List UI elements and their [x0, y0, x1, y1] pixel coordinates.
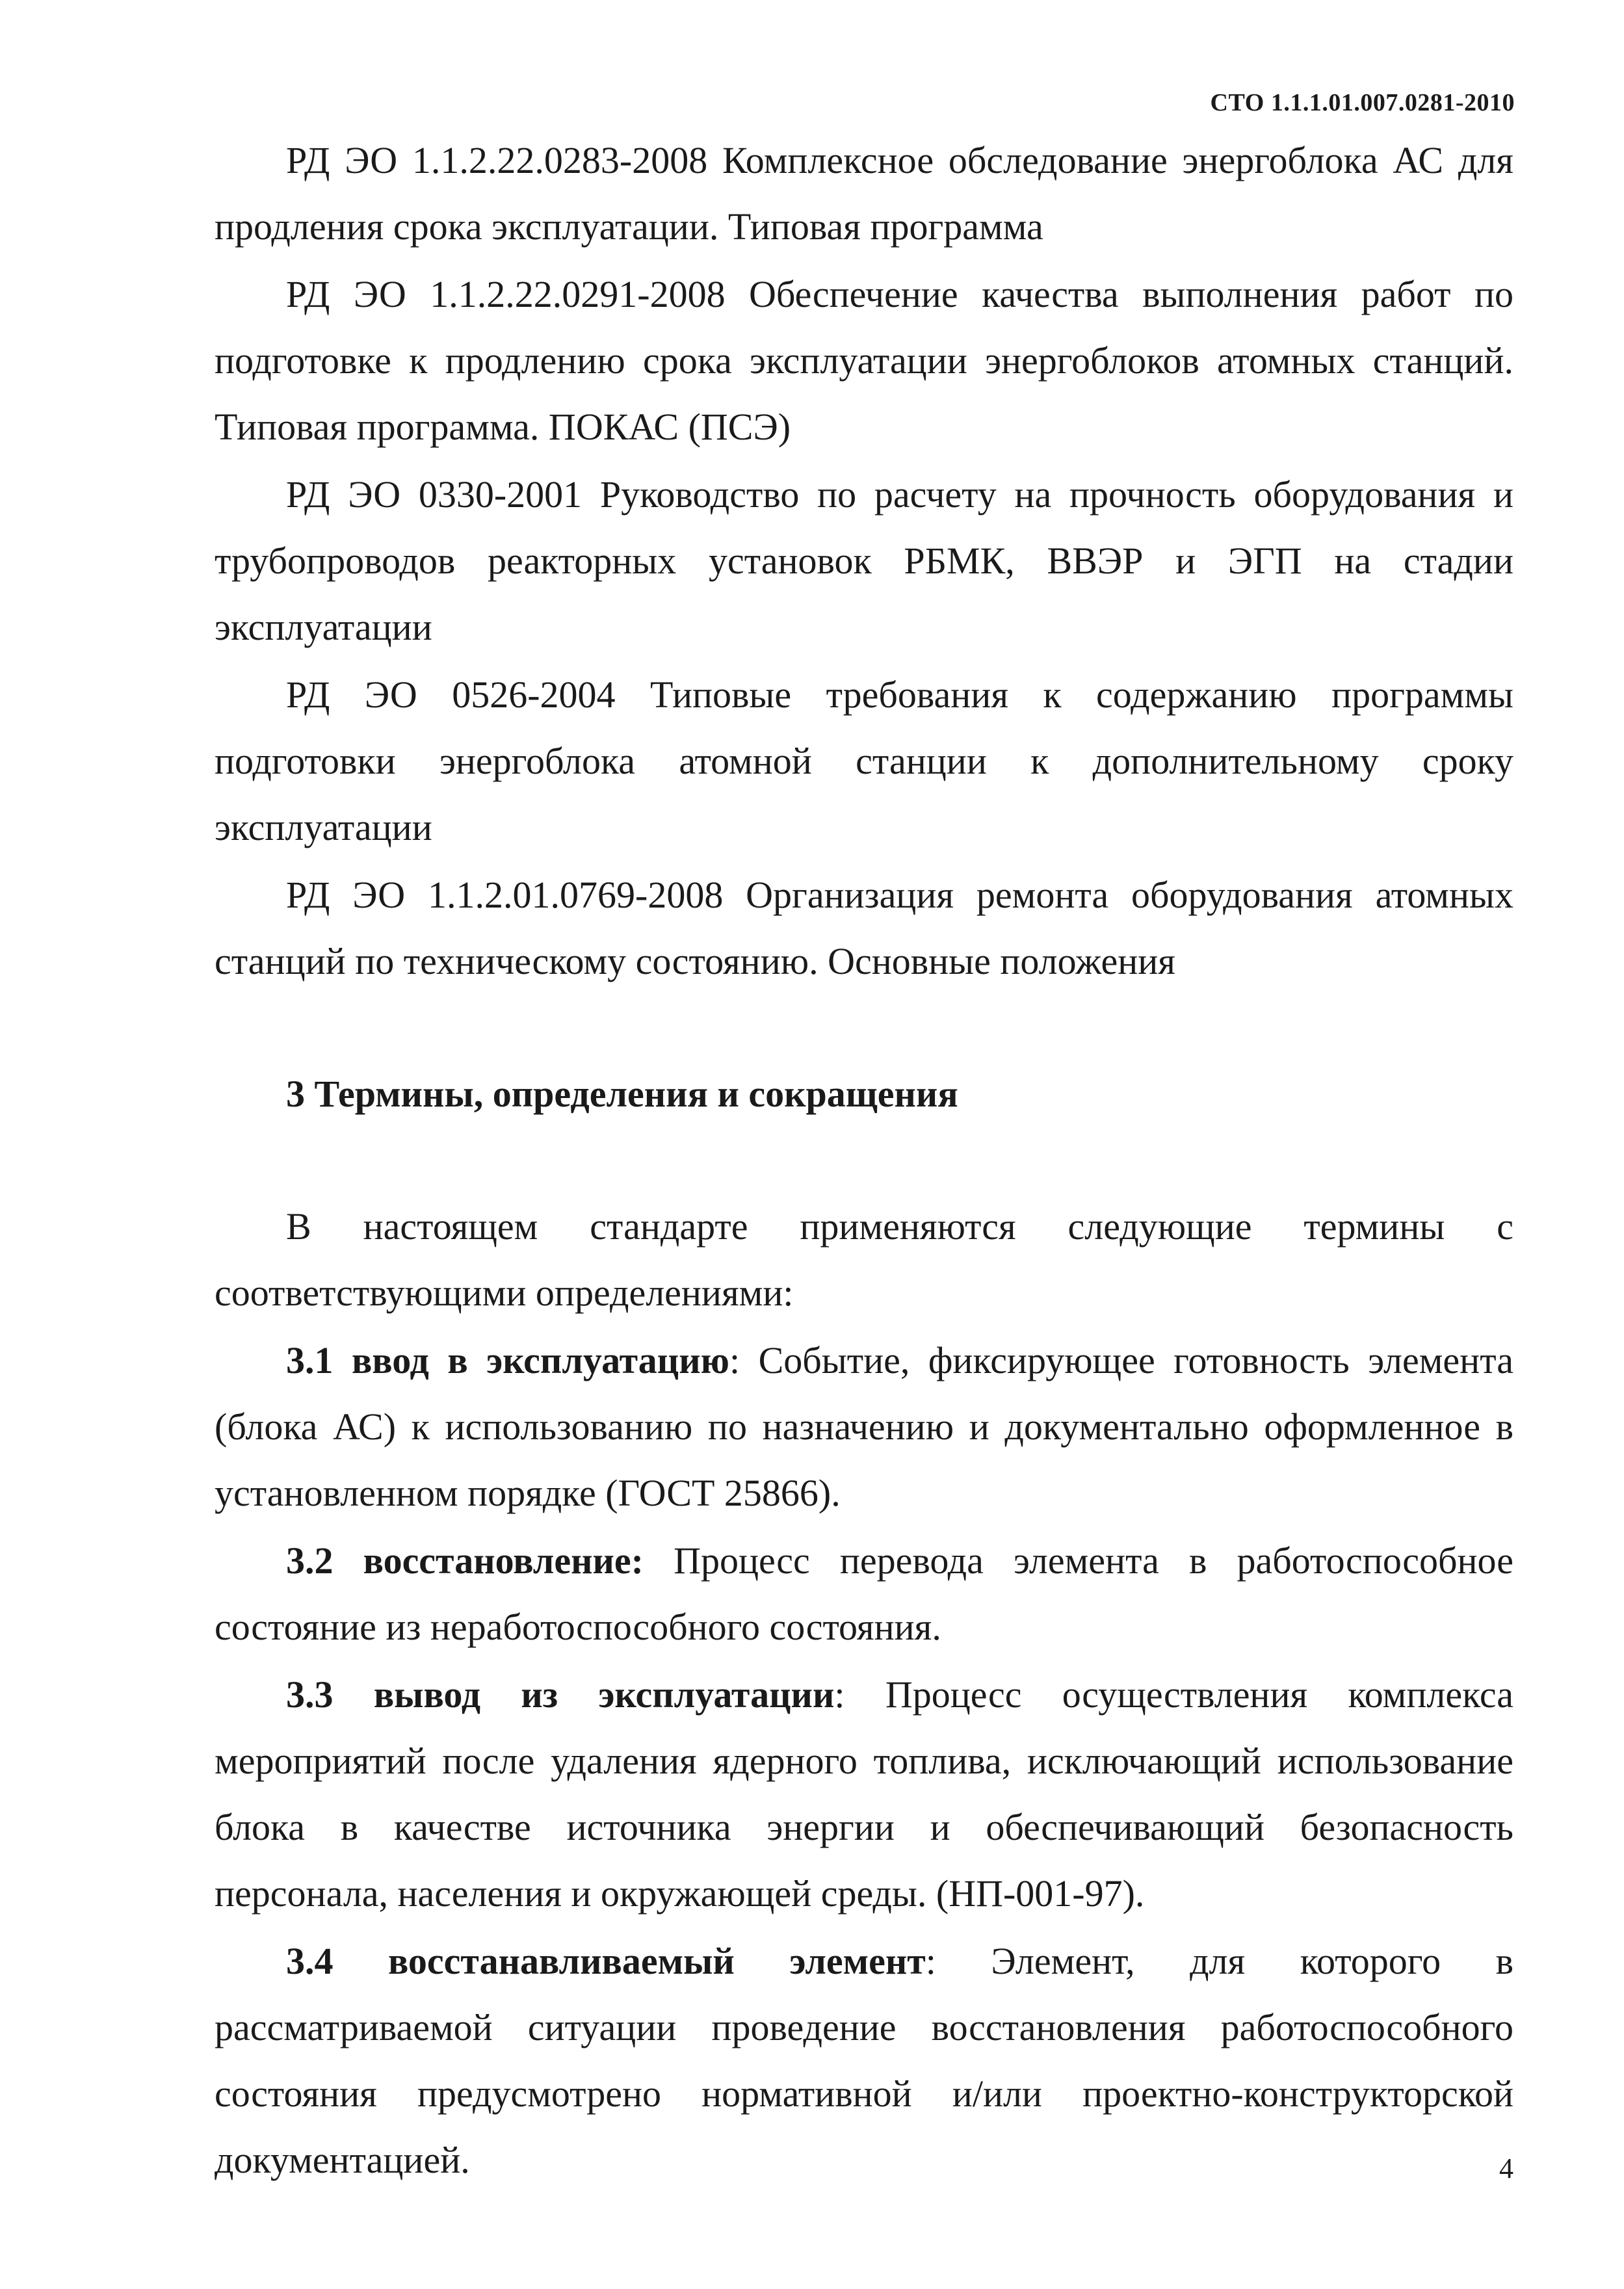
section-heading: 3 Термины, определения и сокращения: [286, 1073, 958, 1115]
term-number: 3.4: [286, 1940, 334, 1982]
term-definition: [215, 1528, 1513, 1660]
reference-item: РД ЭО 0526-2004 Типовые требования к содержанию программы подготовки энергоблока атомной станции к дополнительному сроку эксплуатации: [215, 674, 1513, 848]
term-name: ввод в эксплуатацию: [351, 1339, 729, 1381]
term-number: 3.1: [286, 1339, 334, 1381]
term-text: Процесс осуществления комплекса мероприятий после удаления ядерного топлива, исключающий использование блока в качестве источника энергии и обеспечивающий безопасность персонала, населения и окружающей среды. (НП-001-97).: [215, 1673, 1514, 1915]
page-number: 4: [1499, 2152, 1513, 2184]
term-name: вывод из эксплуатации: [373, 1673, 835, 1716]
term-number: 3.3: [286, 1673, 334, 1716]
term-text: Процесс перевода элемента в работоспособное состояние из неработоспособного состояния.: [215, 1539, 1514, 1648]
term-separator: :: [925, 1940, 936, 1982]
spacer: [215, 1127, 1513, 1194]
term-definition: [215, 1928, 1513, 2193]
term-number: 3.2: [286, 1539, 334, 1582]
term-separator: :: [834, 1673, 845, 1716]
term-name: восстановление:: [363, 1539, 644, 1582]
term-text: Элемент, для которого в рассматриваемой ситуации проведение восстановления работоспособного состояния предусмотрено нормативной и/или проектно-конструкторской документацией.: [215, 1940, 1513, 2181]
term-definition: [215, 1662, 1513, 1927]
term-text: Событие, фиксирующее готовность элемента (блока АС) к использованию по назначению и документально оформленное в установленном порядке (ГОСТ 25866).: [215, 1339, 1514, 1514]
term-definition: [215, 1328, 1513, 1526]
section-intro: В настоящем стандарте применяются следующие термины с соответствующими определениями:: [215, 1205, 1513, 1314]
page-content: [215, 127, 1513, 2195]
reference-item: РД ЭО 0330-2001 Руководство по расчету на прочность оборудования и трубопроводов реакторных установок РБМК, ВВЭР и ЭГП на стадии эксплуатации: [215, 473, 1513, 648]
reference-item: РД ЭО 1.1.2.22.0283-2008 Комплексное обследование энергоблока АС для продления срока эксплуатации. Типовая программа: [215, 139, 1513, 248]
reference-item: РД ЭО 1.1.2.22.0291-2008 Обеспечение качества выполнения работ по подготовке к продлению срока эксплуатации энергоблоков атомных станций. Типовая программа. ПОКАС (ПСЭ): [215, 273, 1513, 448]
document-code: СТО 1.1.1.01.007.0281-2010: [1210, 89, 1515, 116]
reference-item: РД ЭО 1.1.2.01.0769-2008 Организация ремонта оборудования атомных станций по техническому состоянию. Основные положения: [215, 874, 1513, 982]
term-separator: :: [729, 1339, 740, 1381]
spacer: [215, 996, 1513, 1061]
term-name: восстанавливаемый элемент: [388, 1940, 926, 1982]
